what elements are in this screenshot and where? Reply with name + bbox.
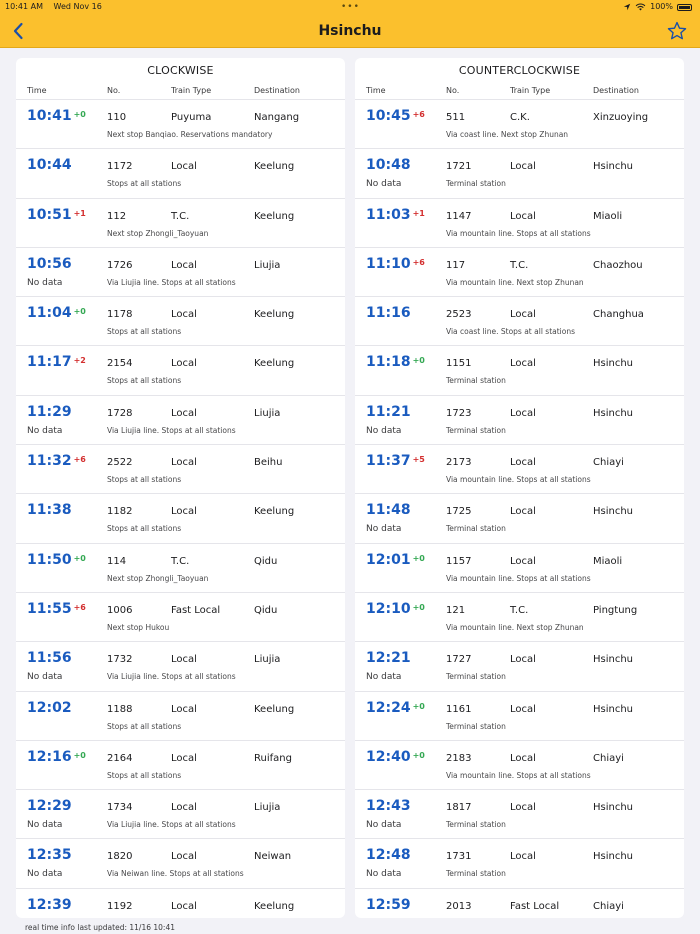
departure-time <box>366 700 425 716</box>
route-note: Via mountain line. Stops at all stations <box>446 475 591 485</box>
departure-time <box>366 798 411 814</box>
column-destination: Destination <box>593 86 639 95</box>
departure-time <box>366 404 411 420</box>
departure-time-value: 11:48 <box>366 502 411 519</box>
departure-time <box>366 552 425 568</box>
departure-time <box>27 305 86 321</box>
departure-time <box>366 256 425 272</box>
departure-time-value: 10:48 <box>366 157 411 174</box>
train-number: 511 <box>446 112 466 123</box>
train-number: 1147 <box>446 210 472 222</box>
destination: Chiayi <box>593 457 624 469</box>
route-note: Via Liujia line. Stops at all stations <box>107 820 236 830</box>
clockwise-list <box>16 99 345 918</box>
train-type: Local <box>510 161 536 173</box>
column-no: No. <box>446 86 460 95</box>
departure-time-value: 12:10 <box>366 600 411 617</box>
route-note: Via coast line. Next stop Zhunan <box>446 130 569 139</box>
destination: Ruifang <box>254 752 292 764</box>
departure-time <box>27 354 86 370</box>
nav-bar <box>0 14 700 48</box>
departure-time-value: 12:40 <box>366 748 411 765</box>
delay-badge: +0 <box>412 602 425 612</box>
departure-time-value: 12:21 <box>366 650 411 667</box>
train-row[interactable] <box>355 345 684 394</box>
route-note: Next stop Hukou <box>107 622 170 632</box>
train-type: Local <box>171 900 197 912</box>
departure-time <box>27 157 72 173</box>
train-number: 114 <box>107 555 127 567</box>
train-type: Local <box>510 506 536 518</box>
train-row[interactable] <box>355 789 684 838</box>
train-row[interactable] <box>355 740 684 789</box>
departure-time-value: 11:29 <box>27 403 72 420</box>
destination: Liujia <box>254 802 281 814</box>
train-number: 1728 <box>107 407 133 419</box>
train-number: 1151 <box>446 358 472 370</box>
train-type: Local <box>171 703 197 715</box>
destination: Keelung <box>254 358 295 370</box>
train-type: Puyuma <box>171 112 212 123</box>
train-type: Local <box>510 457 536 469</box>
train-row[interactable] <box>16 345 345 394</box>
train-type: Local <box>171 802 197 814</box>
train-row[interactable] <box>16 296 345 345</box>
route-note: Terminal station <box>446 869 506 879</box>
realtime-status: No data <box>27 277 63 288</box>
train-row[interactable] <box>355 493 684 542</box>
departure-time-value: 12:48 <box>366 847 411 864</box>
destination: Hsinchu <box>593 506 634 518</box>
delay-badge: +5 <box>412 455 425 465</box>
status-left <box>5 0 110 14</box>
train-number: 1182 <box>107 506 133 518</box>
departure-time-value: 11:32 <box>27 453 72 470</box>
route-note: Stops at all stations <box>107 179 182 189</box>
column-time: Time <box>27 86 47 95</box>
train-type: Local <box>171 358 197 370</box>
multitasking-dots-icon[interactable]: ••• <box>341 2 360 12</box>
train-number: 1006 <box>107 604 133 616</box>
train-number: 112 <box>107 210 127 222</box>
train-row[interactable] <box>16 198 345 247</box>
route-note: Stops at all stations <box>107 721 182 731</box>
route-note: Via Liujia line. Stops at all stations <box>107 425 236 435</box>
delay-badge: +2 <box>73 356 86 366</box>
departure-time <box>27 700 72 716</box>
departure-time-value: 10:44 <box>27 157 72 174</box>
destination: Hsinchu <box>593 358 634 370</box>
route-note: Terminal station <box>446 672 506 682</box>
train-type: Local <box>510 407 536 419</box>
departure-time-value: 12:29 <box>27 798 72 815</box>
page-title: Hsinchu <box>318 23 382 39</box>
departure-time <box>366 453 425 469</box>
train-row[interactable] <box>16 148 345 197</box>
destination: Liujia <box>254 407 281 419</box>
delay-badge: +1 <box>73 208 86 218</box>
battery-percent: 100% <box>650 2 673 11</box>
destination: Qidu <box>254 555 278 567</box>
train-number: 1727 <box>446 654 472 666</box>
train-number: 1726 <box>107 259 133 271</box>
train-type: Local <box>510 703 536 715</box>
destination: Xinzuoying <box>593 112 649 123</box>
train-row[interactable] <box>16 247 345 296</box>
departure-time <box>366 108 425 124</box>
departure-time <box>27 108 86 124</box>
train-number: 1723 <box>446 407 472 419</box>
train-row[interactable] <box>355 247 684 296</box>
train-type: T.C. <box>171 210 190 222</box>
realtime-status: No data <box>366 820 402 831</box>
departure-time-value: 11:50 <box>27 551 72 568</box>
clockwise-title: CLOCKWISE <box>147 64 214 77</box>
train-row[interactable] <box>16 838 345 887</box>
train-type: Local <box>171 654 197 666</box>
train-row[interactable] <box>355 99 684 148</box>
train-number: 1725 <box>446 506 472 518</box>
status-bar <box>0 0 700 14</box>
departure-time-value: 11:55 <box>27 600 72 617</box>
train-row[interactable] <box>355 148 684 197</box>
train-row[interactable] <box>16 691 345 740</box>
route-note: Via Neiwan line. Stops at all stations <box>107 869 244 879</box>
departure-time-value: 11:04 <box>27 305 72 322</box>
back-button[interactable] <box>6 18 30 44</box>
train-row[interactable] <box>355 888 684 918</box>
train-number: 2154 <box>107 358 133 370</box>
train-row[interactable] <box>16 789 345 838</box>
train-row[interactable] <box>355 543 684 592</box>
departure-time <box>27 502 72 518</box>
train-type: T.C. <box>510 604 529 616</box>
train-number: 121 <box>446 604 466 616</box>
realtime-status: No data <box>27 869 63 880</box>
train-type: Local <box>171 851 197 863</box>
train-type: Local <box>171 161 197 173</box>
delay-badge: +6 <box>73 602 86 612</box>
departure-time <box>27 601 86 617</box>
destination: Chaozhou <box>593 259 643 271</box>
realtime-status: No data <box>366 672 402 683</box>
departure-time-value: 11:37 <box>366 453 411 470</box>
train-type: Local <box>510 309 536 321</box>
train-row[interactable] <box>355 838 684 887</box>
train-type: Local <box>510 654 536 666</box>
realtime-status: No data <box>366 179 402 190</box>
departure-time <box>366 650 411 666</box>
star-icon[interactable] <box>666 20 688 42</box>
departure-time <box>366 847 411 863</box>
delay-badge: +1 <box>412 208 425 218</box>
train-number: 1731 <box>446 851 472 863</box>
departure-time-value: 12:16 <box>27 748 72 765</box>
destination: Keelung <box>254 703 295 715</box>
destination: Liujia <box>254 654 281 666</box>
destination: Keelung <box>254 210 295 222</box>
departure-time <box>27 453 86 469</box>
train-number: 1161 <box>446 703 472 715</box>
delay-badge: +0 <box>412 356 425 366</box>
train-number: 110 <box>107 112 127 123</box>
train-number: 2164 <box>107 752 133 764</box>
counterclockwise-column-header <box>355 83 684 99</box>
train-number: 1820 <box>107 851 133 863</box>
destination: Miaoli <box>593 210 623 222</box>
status-time: 10:41 AM <box>5 2 43 11</box>
train-type: T.C. <box>171 555 190 567</box>
train-number: 2013 <box>446 900 472 912</box>
train-type: Local <box>171 309 197 321</box>
train-number: 2522 <box>107 457 133 469</box>
departure-time-value: 11:16 <box>366 305 411 322</box>
wifi-icon <box>635 3 646 11</box>
train-number: 1157 <box>446 555 472 567</box>
destination: Chiayi <box>593 900 624 912</box>
departure-time <box>366 207 425 223</box>
train-number: 1178 <box>107 309 133 321</box>
train-type: Local <box>171 752 197 764</box>
destination: Keelung <box>254 506 295 518</box>
train-row[interactable] <box>16 543 345 592</box>
destination: Hsinchu <box>593 802 634 814</box>
train-row[interactable] <box>16 641 345 690</box>
departure-time-value: 11:18 <box>366 354 411 371</box>
column-no: No. <box>107 86 121 95</box>
train-row[interactable] <box>355 592 684 641</box>
train-type: Local <box>171 506 197 518</box>
departure-time <box>366 305 411 321</box>
departure-time <box>366 601 425 617</box>
train-number: 1192 <box>107 900 133 912</box>
train-row[interactable] <box>355 691 684 740</box>
departure-time-value: 12:39 <box>27 896 72 913</box>
departure-time <box>366 749 425 765</box>
route-note: Via mountain line. Next stop Zhunan <box>446 277 584 287</box>
train-row[interactable] <box>355 641 684 690</box>
departure-time-value: 12:02 <box>27 699 72 716</box>
train-number: 2523 <box>446 309 472 321</box>
train-type: Local <box>171 457 197 469</box>
train-number: 1817 <box>446 802 472 814</box>
destination: Beihu <box>254 457 283 469</box>
departure-time-value: 11:21 <box>366 403 411 420</box>
train-number: 2173 <box>446 457 472 469</box>
route-note: Stops at all stations <box>107 770 182 780</box>
route-note: Stops at all stations <box>107 475 182 485</box>
departure-time <box>27 798 72 814</box>
realtime-status: No data <box>27 672 63 683</box>
train-type: T.C. <box>510 259 529 271</box>
route-note: Next stop Zhongli_Taoyuan <box>107 228 209 238</box>
realtime-status: No data <box>366 425 402 436</box>
route-note: Terminal station <box>446 524 506 534</box>
status-right <box>623 0 692 14</box>
departure-time <box>366 502 411 518</box>
destination: Changhua <box>593 309 644 321</box>
departure-time <box>27 404 72 420</box>
status-date: Wed Nov 16 <box>53 2 102 11</box>
delay-badge: +0 <box>412 701 425 711</box>
train-number: 117 <box>446 259 466 271</box>
battery-icon <box>677 4 692 11</box>
departure-time <box>27 207 86 223</box>
destination: Miaoli <box>593 555 623 567</box>
departure-time-value: 11:03 <box>366 206 411 223</box>
location-arrow-icon <box>623 3 631 11</box>
destination: Nangang <box>254 112 300 123</box>
route-note: Next stop Zhongli_Taoyuan <box>107 573 209 583</box>
departure-time <box>366 897 411 913</box>
train-row[interactable] <box>16 493 345 542</box>
train-number: 2183 <box>446 752 472 764</box>
departure-time-value: 11:17 <box>27 354 72 371</box>
column-train-type: Train Type <box>510 86 551 95</box>
train-number: 1188 <box>107 703 133 715</box>
column-time: Time <box>366 86 386 95</box>
route-note: Terminal station <box>446 425 506 435</box>
destination: Liujia <box>254 259 281 271</box>
delay-badge: +6 <box>412 110 425 119</box>
departure-time-value: 10:45 <box>366 108 411 124</box>
destination: Hsinchu <box>593 407 634 419</box>
departure-time-value: 10:51 <box>27 206 72 223</box>
departure-time-value: 12:24 <box>366 699 411 716</box>
departure-time-value: 12:35 <box>27 847 72 864</box>
departure-time-value: 11:38 <box>27 502 72 519</box>
route-note: Stops at all stations <box>107 376 182 386</box>
departure-time <box>366 354 425 370</box>
route-note: Via mountain line. Stops at all stations <box>446 770 591 780</box>
train-row[interactable] <box>16 888 345 918</box>
departure-time <box>27 897 72 913</box>
departure-time-value: 12:43 <box>366 798 411 815</box>
delay-badge: +6 <box>412 257 425 267</box>
destination: Keelung <box>254 161 295 173</box>
route-note: Via mountain line. Stops at all stations <box>446 573 591 583</box>
train-number: 1172 <box>107 161 133 173</box>
delay-badge: +0 <box>412 553 425 563</box>
departure-time-value: 10:41 <box>27 108 72 124</box>
departure-time-value: 11:56 <box>27 650 72 667</box>
route-note: Stops at all stations <box>107 327 182 337</box>
departure-time-value: 12:59 <box>366 896 411 913</box>
departure-time <box>27 749 86 765</box>
train-type: Local <box>510 752 536 764</box>
route-note: Stops at all stations <box>107 524 182 534</box>
realtime-status: No data <box>366 524 402 535</box>
last-updated-footer: real time info last updated: 11/16 10:41 <box>25 923 175 932</box>
destination: Keelung <box>254 900 295 912</box>
route-note: Via Liujia line. Stops at all stations <box>107 672 236 682</box>
route-note: Terminal station <box>446 179 506 189</box>
departure-time-value: 12:01 <box>366 551 411 568</box>
departure-time <box>27 650 72 666</box>
train-type: Local <box>510 802 536 814</box>
column-train-type: Train Type <box>171 86 212 95</box>
chevron-left-icon <box>12 22 24 40</box>
departure-time <box>27 256 72 272</box>
realtime-status: No data <box>366 869 402 880</box>
train-number: 1732 <box>107 654 133 666</box>
destination: Qidu <box>254 604 278 616</box>
route-note: Terminal station <box>446 721 506 731</box>
route-note: Via mountain line. Stops at all stations <box>446 228 591 238</box>
destination: Hsinchu <box>593 654 634 666</box>
destination: Neiwan <box>254 851 292 863</box>
departure-time <box>27 552 86 568</box>
delay-badge: +0 <box>73 750 86 760</box>
delay-badge: +0 <box>73 110 86 119</box>
train-type: Fast Local <box>510 900 560 912</box>
route-note: Terminal station <box>446 376 506 386</box>
destination: Hsinchu <box>593 703 634 715</box>
delay-badge: +6 <box>73 455 86 465</box>
train-row[interactable] <box>16 740 345 789</box>
destination: Keelung <box>254 309 295 321</box>
route-note: Next stop Banqiao. Reservations mandatory <box>107 130 273 139</box>
clockwise-column-header <box>16 83 345 99</box>
departure-time-value: 10:56 <box>27 255 72 272</box>
train-row[interactable] <box>16 395 345 444</box>
destination: Hsinchu <box>593 851 634 863</box>
route-note: Terminal station <box>446 820 506 830</box>
route-note: Via Liujia line. Stops at all stations <box>107 277 236 287</box>
delay-badge: +0 <box>412 750 425 760</box>
train-number: 1734 <box>107 802 133 814</box>
train-row[interactable] <box>16 592 345 641</box>
train-type: Local <box>510 358 536 370</box>
train-row[interactable] <box>355 198 684 247</box>
clockwise-panel <box>16 58 345 918</box>
train-row[interactable] <box>355 444 684 493</box>
realtime-status: No data <box>27 820 63 831</box>
counterclockwise-title: COUNTERCLOCKWISE <box>458 64 581 77</box>
train-row[interactable] <box>16 444 345 493</box>
train-type: Local <box>510 210 536 222</box>
counterclockwise-panel <box>355 58 684 918</box>
departure-time <box>366 157 411 173</box>
counterclockwise-list <box>355 99 684 918</box>
train-type: Local <box>510 555 536 567</box>
destination: Pingtung <box>593 604 638 616</box>
train-type: Local <box>171 407 197 419</box>
train-type: Fast Local <box>171 604 221 616</box>
column-destination: Destination <box>254 86 300 95</box>
departure-time-value: 11:10 <box>366 255 411 272</box>
train-type: Local <box>171 259 197 271</box>
route-note: Via coast line. Stops at all stations <box>446 327 576 337</box>
departure-time <box>27 847 72 863</box>
destination: Hsinchu <box>593 161 634 173</box>
destination: Chiayi <box>593 752 624 764</box>
train-row[interactable] <box>355 296 684 345</box>
train-row[interactable] <box>355 395 684 444</box>
train-type: C.K. <box>510 112 530 123</box>
route-note: Via mountain line. Next stop Zhunan <box>446 622 584 632</box>
train-row[interactable] <box>16 99 345 148</box>
train-type: Local <box>510 851 536 863</box>
delay-badge: +0 <box>73 307 86 317</box>
delay-badge: +0 <box>73 553 86 563</box>
realtime-status: No data <box>27 425 63 436</box>
train-number: 1721 <box>446 161 472 173</box>
